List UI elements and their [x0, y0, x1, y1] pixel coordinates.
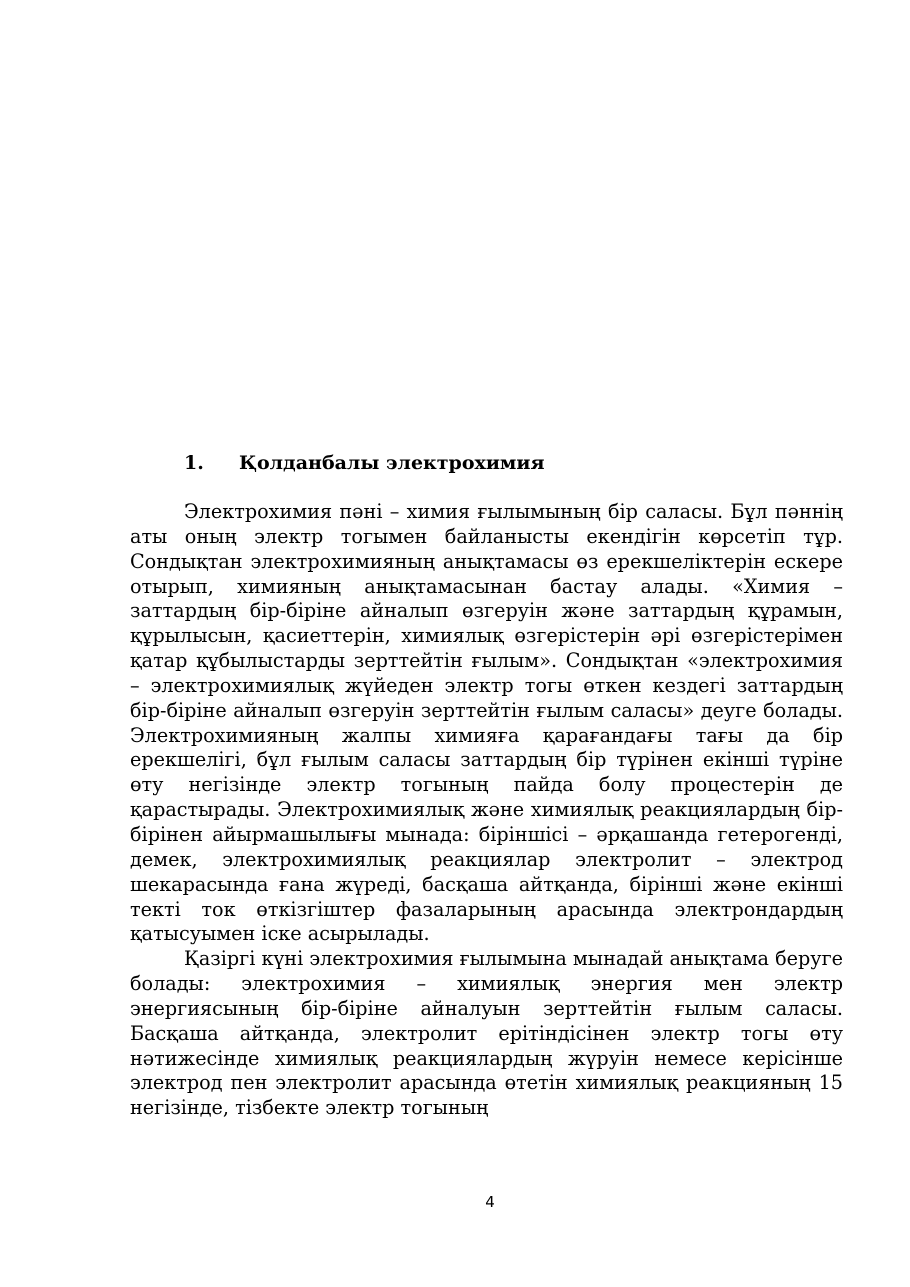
body-text — [130, 500, 843, 1121]
section-heading — [184, 451, 545, 475]
page-number: 4 — [485, 1193, 495, 1211]
paragraph: Қазіргі күні электрохимия ғылымына мынадай анықтама беруге болады: электрохимия – химиялық энергия мен электр энергиясының бір-біріне айналуын зерттейтін ғылым саласы. Басқаша айтқанда, электролит ерітіндісінен электр тогы өту нәтижесінде химиялық реакциялардың жүруін немесе керісінше электрод пен электролит арасында өтетін химиялық реакцияның 15 негізінде, тізбекте электр тогының — [130, 947, 843, 1120]
paragraph: Электрохимия пәні – химия ғылымының бір саласы. Бұл пәннің аты оның электр тогымен байланысты екендігін көрсетіп тұр. Сондықтан электрохимияның анықтамасы өз ерекшеліктерін ескере отырып, химияның анықтамасынан бастау алады. «Химия – заттардың бір-біріне айналып өзгеруін және заттардың құрамын, құрылысын, қасиеттерін, химиялық өзгерістерін әрі өзгерістерімен қатар құбылыстарды зерттейтін ғылым». Сондықтан «электрохимия – электрохимиялық жүйеден электр тогы өткен кездегі заттардың бір-біріне айналып өзгеруін зерттейтін ғылым саласы» деуге болады. Электрохимияның жалпы химияға қарағандағы тағы да бір ерекшелігі, бұл ғылым саласы заттардың бір түрінен екінші түріне өту негізінде электр тогының пайда болу процестерін де қарастырады. Электрохимиялық және химиялық реакциялардың бір-бірінен айырмашылығы мынада: біріншісі – әрқашанда гетерогенді, демек, электрохимиялық реакциялар электролит – электрод шекарасында ғана жүреді, басқаша айтқанда, бірінші және екінші текті ток өткізгіштер фазаларының арасында электрондардың қатысуымен іске асырылады. — [130, 500, 843, 946]
section-number: 1. — [184, 452, 204, 474]
section-title: Қолданбалы электрохимия — [239, 452, 545, 474]
